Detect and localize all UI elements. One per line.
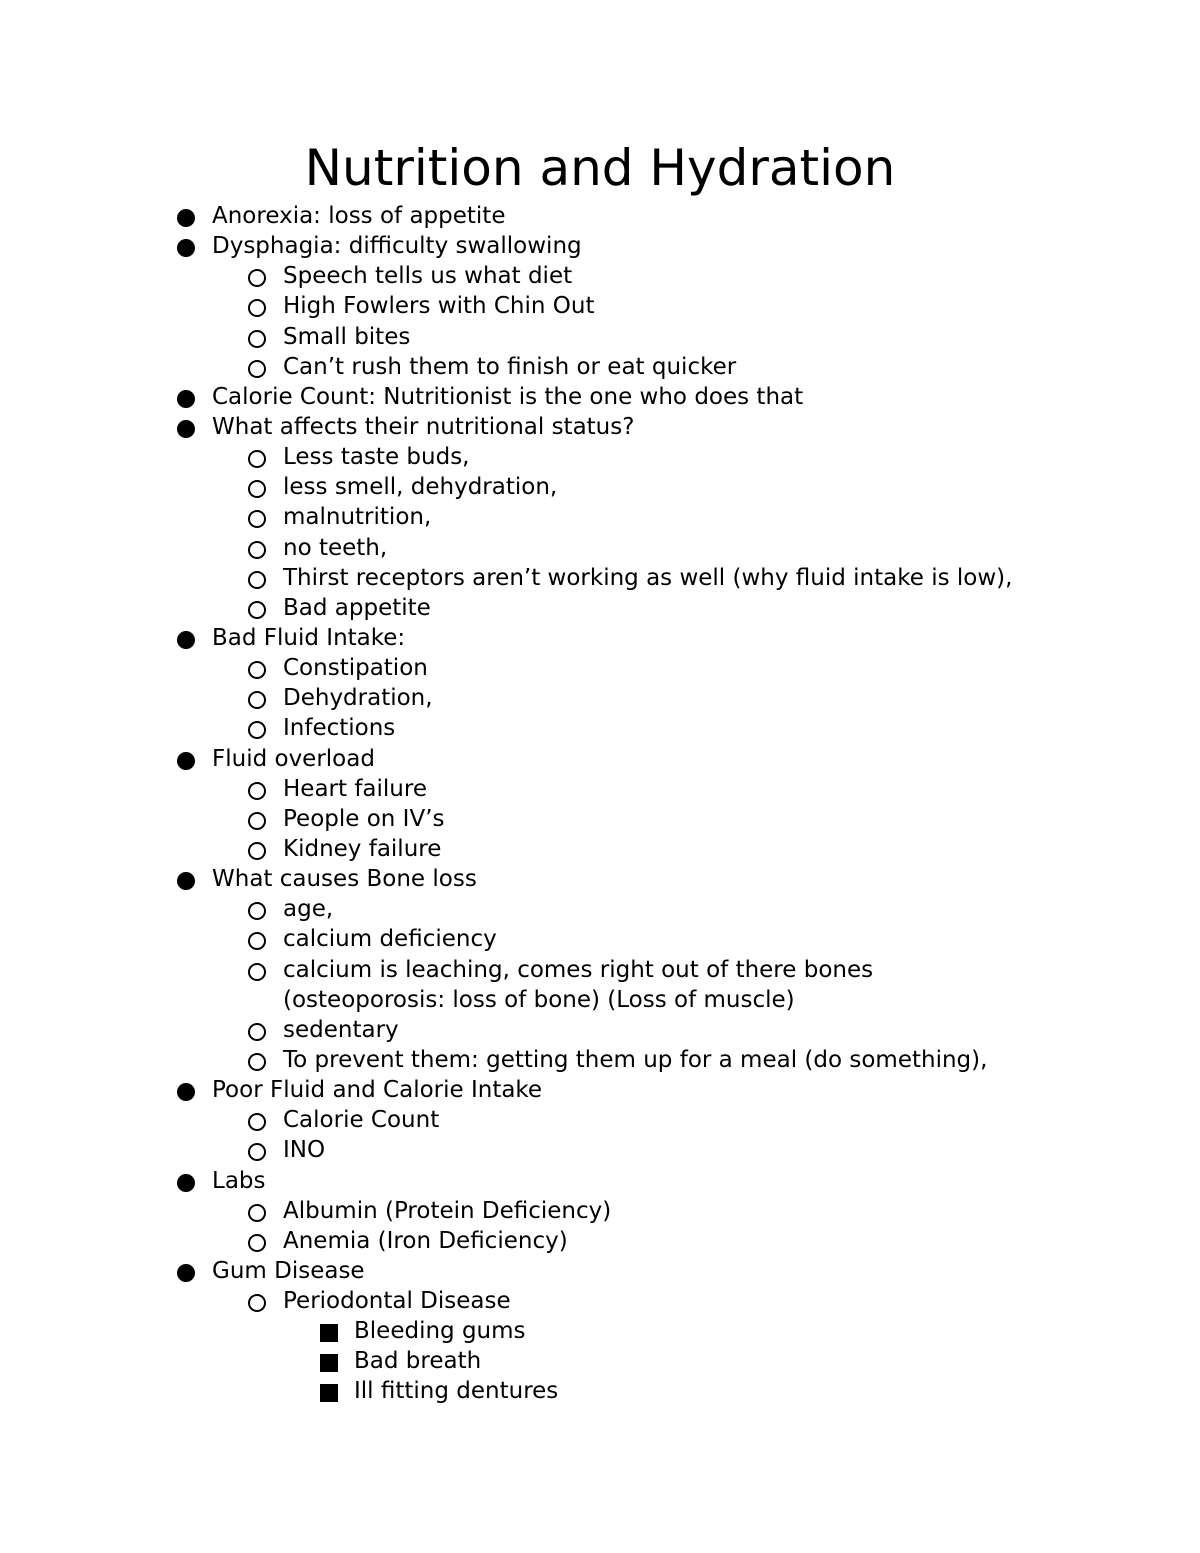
list-item <box>0 382 1200 412</box>
list-item-text: Bad breath <box>354 1348 482 1375</box>
square-bullet-icon <box>320 1354 338 1372</box>
page-title: Nutrition and Hydration <box>304 139 896 197</box>
list-item-text: Bad Fluid Intake: <box>212 624 406 651</box>
list-item-text: sedentary <box>283 1016 399 1043</box>
list-item <box>0 713 1200 743</box>
list-item <box>0 1075 1200 1105</box>
list-item <box>0 533 1200 563</box>
hollow-circle-bullet-icon <box>248 510 266 528</box>
list-item-text: Dysphagia: difficulty swallowing <box>212 233 582 260</box>
list-item <box>0 261 1200 291</box>
filled-circle-bullet-icon <box>177 420 195 438</box>
hollow-circle-bullet-icon <box>248 269 266 287</box>
list-item-text: Dehydration, <box>283 685 433 712</box>
list-item-text: no teeth, <box>283 534 388 561</box>
list-item-text: What causes Bone loss <box>212 866 477 893</box>
list-item <box>0 1286 1200 1316</box>
list-item <box>0 804 1200 834</box>
list-item <box>0 1105 1200 1135</box>
hollow-circle-bullet-icon <box>248 932 266 950</box>
list-item-text: Labs <box>212 1167 266 1194</box>
list-item <box>0 623 1200 653</box>
list-item <box>0 924 1200 954</box>
hollow-circle-bullet-icon <box>248 480 266 498</box>
list-item <box>0 1256 1200 1286</box>
filled-circle-bullet-icon <box>177 390 195 408</box>
list-item-text: Calorie Count <box>283 1107 440 1134</box>
list-item <box>0 683 1200 713</box>
hollow-circle-bullet-icon <box>248 782 266 800</box>
list-item <box>0 894 1200 924</box>
list-item <box>0 593 1200 623</box>
filled-circle-bullet-icon <box>177 1264 195 1282</box>
filled-circle-bullet-icon <box>177 752 195 770</box>
list-item-text: Calorie Count: Nutritionist is the one who does that <box>212 383 804 410</box>
list-item-text: Thirst receptors aren’t working as well (why fluid intake is low), <box>283 564 1013 591</box>
list-item-continuation <box>0 985 1200 1015</box>
list-item <box>0 322 1200 352</box>
list-item <box>0 502 1200 532</box>
list-item-text: Bad appetite <box>283 594 431 621</box>
square-bullet-icon <box>320 1384 338 1402</box>
list-item-text: High Fowlers with Chin Out <box>283 293 595 320</box>
list-item-text: calcium deficiency <box>283 926 497 953</box>
list-item-text: Heart failure <box>283 775 427 802</box>
hollow-circle-bullet-icon <box>248 571 266 589</box>
list-item <box>0 1376 1200 1406</box>
list-item <box>0 1196 1200 1226</box>
hollow-circle-bullet-icon <box>248 1143 266 1161</box>
list-item-text: less smell, dehydration, <box>283 474 558 501</box>
list-item-text: Fluid overload <box>212 745 375 772</box>
hollow-circle-bullet-icon <box>248 1113 266 1131</box>
hollow-circle-bullet-icon <box>248 812 266 830</box>
list-item <box>0 864 1200 894</box>
hollow-circle-bullet-icon <box>248 721 266 739</box>
hollow-circle-bullet-icon <box>248 330 266 348</box>
list-item-text: To prevent them: getting them up for a meal (do something), <box>283 1046 988 1073</box>
list-item <box>0 1166 1200 1196</box>
square-bullet-icon <box>320 1324 338 1342</box>
hollow-circle-bullet-icon <box>248 360 266 378</box>
hollow-circle-bullet-icon <box>248 691 266 709</box>
list-item-text: Anorexia: loss of appetite <box>212 203 506 229</box>
hollow-circle-bullet-icon <box>248 299 266 317</box>
list-item <box>0 1045 1200 1075</box>
hollow-circle-bullet-icon <box>248 1294 266 1312</box>
list-item-text: Infections <box>283 715 396 742</box>
list-item-text: INO <box>283 1137 326 1164</box>
hollow-circle-bullet-icon <box>248 661 266 679</box>
list-item <box>0 412 1200 442</box>
list-item-text: Small bites <box>283 323 411 350</box>
list-item-text: Periodontal Disease <box>283 1288 511 1315</box>
filled-circle-bullet-icon <box>177 872 195 890</box>
list-item <box>0 834 1200 864</box>
list-item <box>0 291 1200 321</box>
list-item-text: malnutrition, <box>283 504 432 531</box>
list-item <box>0 1135 1200 1165</box>
hollow-circle-bullet-icon <box>248 1023 266 1041</box>
list-item-text: Gum Disease <box>212 1257 365 1284</box>
hollow-circle-bullet-icon <box>248 601 266 619</box>
list-item-text: Ill fitting dentures <box>354 1378 559 1405</box>
filled-circle-bullet-icon <box>177 631 195 649</box>
list-item <box>0 352 1200 382</box>
list-item <box>0 1226 1200 1256</box>
list-item <box>0 472 1200 502</box>
filled-circle-bullet-icon <box>177 1174 195 1192</box>
hollow-circle-bullet-icon <box>248 842 266 860</box>
hollow-circle-bullet-icon <box>248 902 266 920</box>
list-item <box>0 231 1200 261</box>
list-item-text: age, <box>283 896 334 923</box>
list-item-text: What affects their nutritional status? <box>212 413 635 440</box>
list-item-text: Less taste buds, <box>283 444 470 471</box>
list-item <box>0 774 1200 804</box>
list-item-text: Anemia (Iron Deficiency) <box>283 1227 568 1254</box>
hollow-circle-bullet-icon <box>248 1204 266 1222</box>
list-item <box>0 1015 1200 1045</box>
hollow-circle-bullet-icon <box>248 541 266 559</box>
list-item-text: Constipation <box>283 655 428 682</box>
list-item-text: People on IV’s <box>283 805 445 832</box>
filled-circle-bullet-icon <box>177 239 195 257</box>
list-item <box>0 1346 1200 1376</box>
hollow-circle-bullet-icon <box>248 963 266 981</box>
list-item-text: Poor Fluid and Calorie Intake <box>212 1077 543 1104</box>
list-item <box>0 744 1200 774</box>
hollow-circle-bullet-icon <box>248 450 266 468</box>
filled-circle-bullet-icon <box>177 1083 195 1101</box>
list-item-text: Bleeding gums <box>354 1318 526 1345</box>
list-item <box>0 442 1200 472</box>
hollow-circle-bullet-icon <box>248 1234 266 1252</box>
list-item <box>0 1316 1200 1346</box>
list-item <box>0 653 1200 683</box>
list-item-text: (osteoporosis: loss of bone) (Loss of muscle) <box>283 986 795 1013</box>
list-item-text: Speech tells us what diet <box>283 263 573 290</box>
hollow-circle-bullet-icon <box>248 1053 266 1071</box>
list-item <box>0 563 1200 593</box>
list-item <box>0 955 1200 985</box>
list-item <box>0 201 1200 231</box>
outline-list <box>0 201 1200 1407</box>
filled-circle-bullet-icon <box>177 209 195 227</box>
list-item-text: Can’t rush them to finish or eat quicker <box>283 353 737 380</box>
list-item-text: Kidney failure <box>283 835 442 862</box>
list-item-text: Albumin (Protein Deficiency) <box>283 1197 612 1224</box>
list-item-text: calcium is leaching, comes right out of there bones <box>283 956 874 983</box>
